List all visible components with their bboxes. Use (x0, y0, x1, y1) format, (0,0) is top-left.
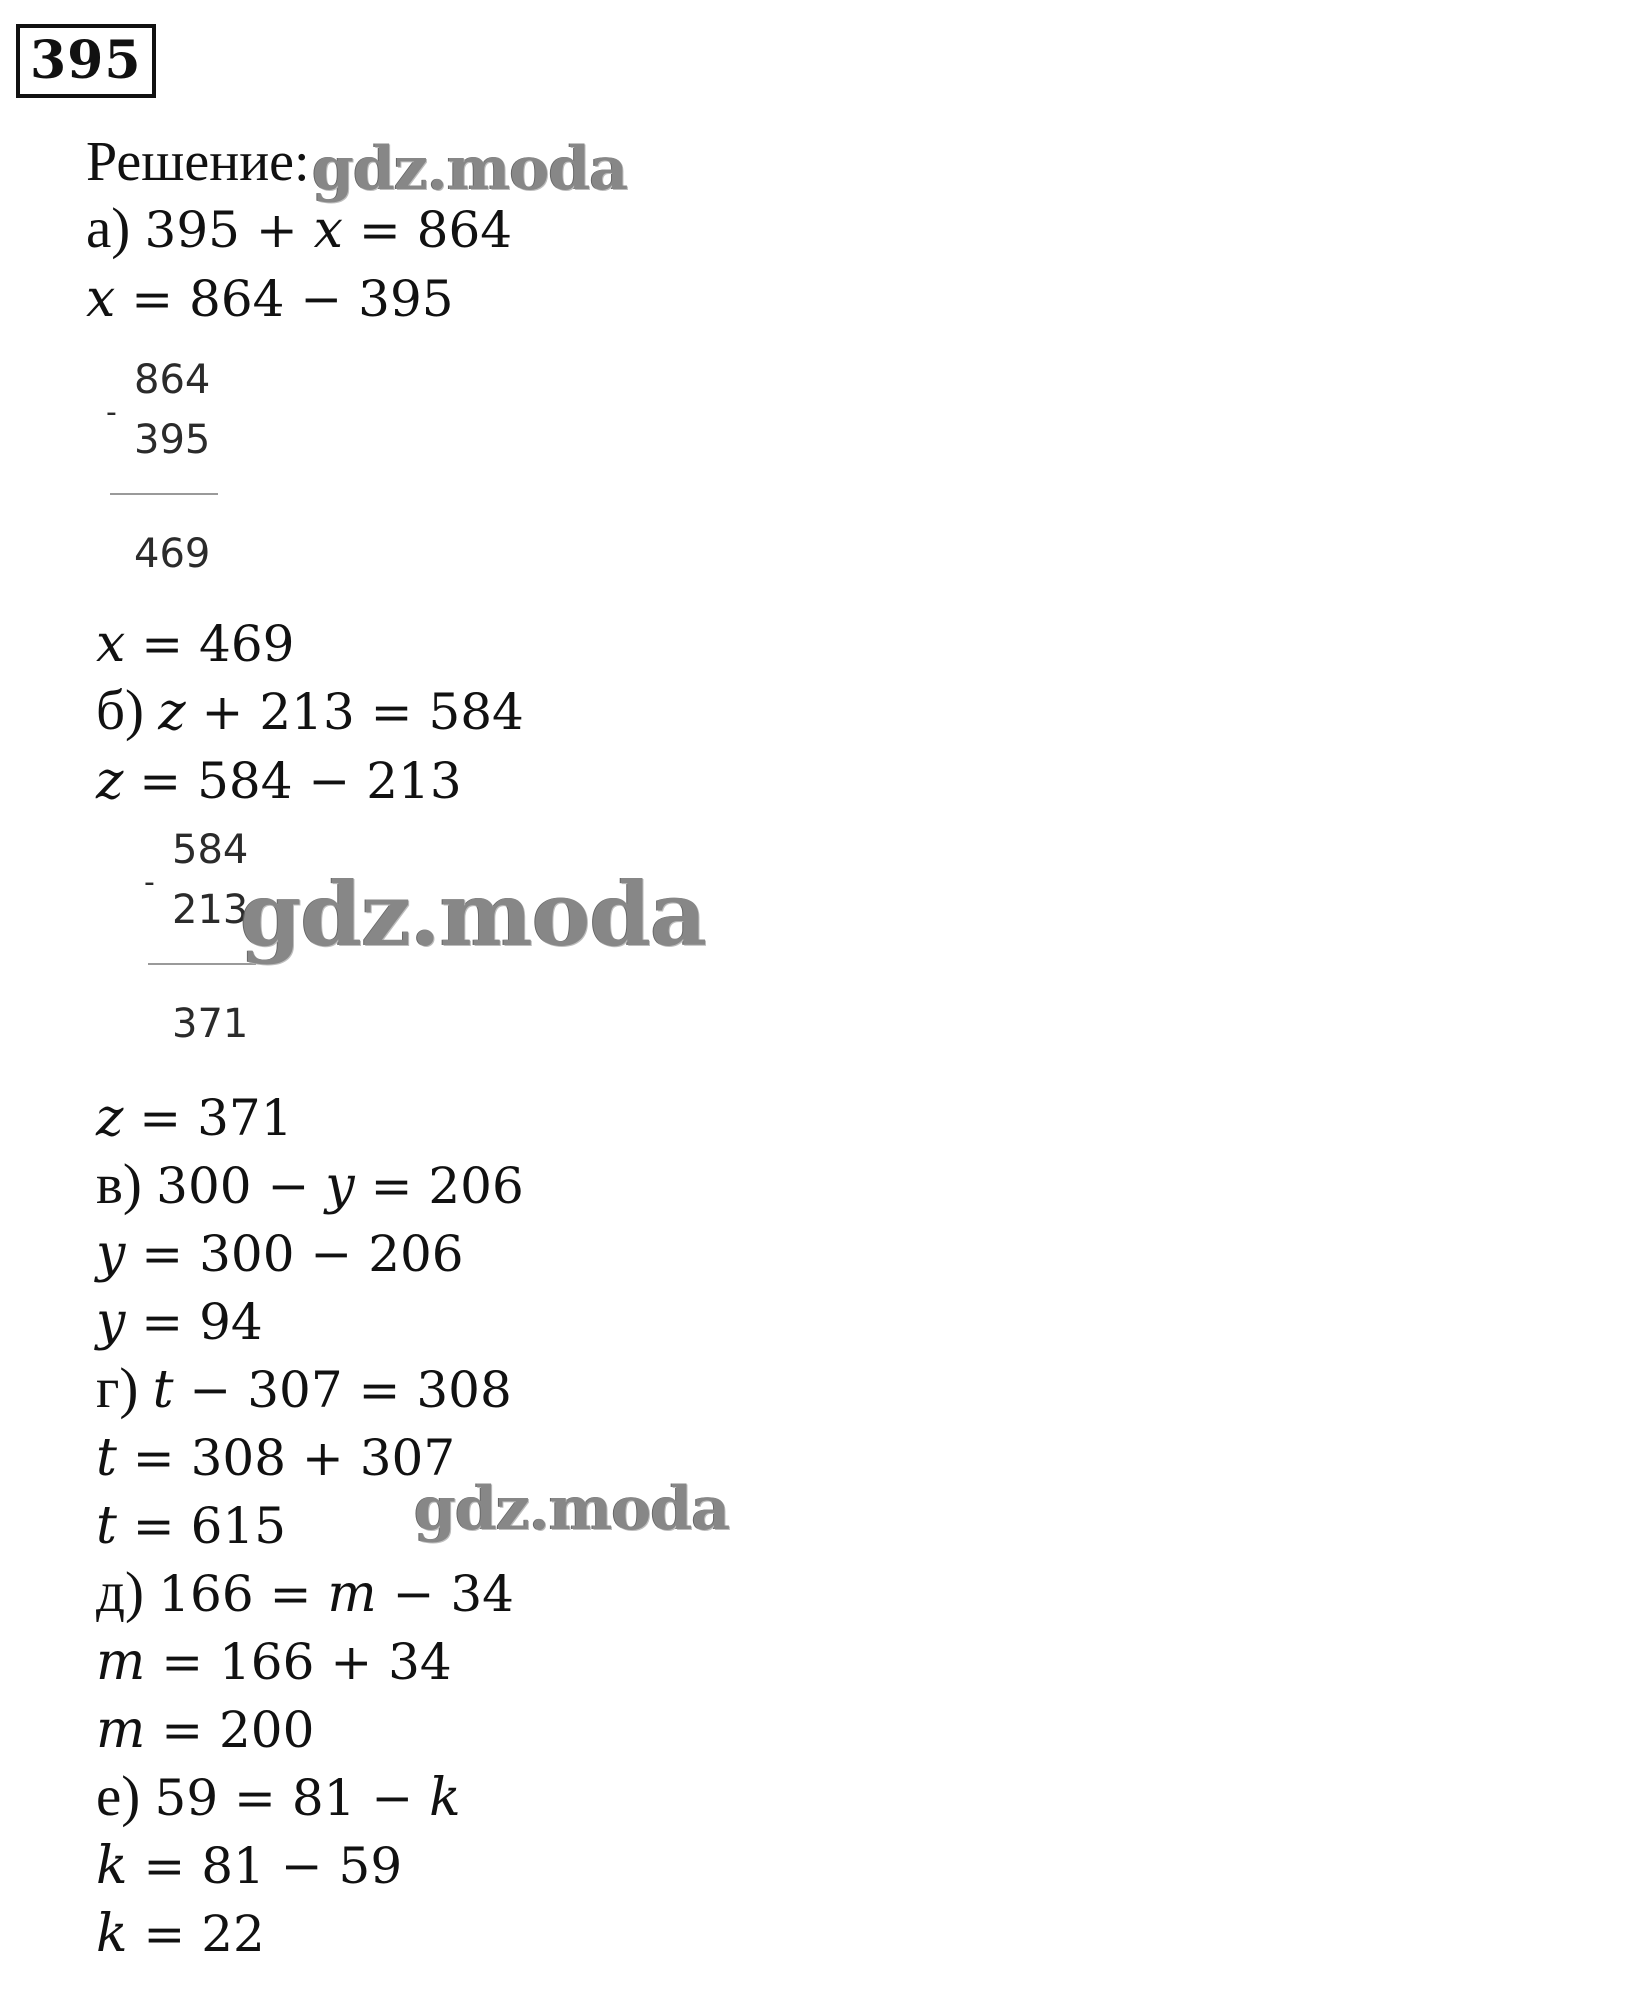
part-b-equation: б) z + 213 = 584 (96, 679, 524, 742)
watermark-top: gdz.moda (312, 134, 628, 204)
part-b-minus-sign: - (144, 865, 155, 900)
part-e-answer: k = 22 (96, 1904, 265, 1964)
part-d-step: m = 166 + 34 (96, 1632, 452, 1692)
part-b-result: 371 (172, 1001, 249, 1047)
part-e-equation: е) 59 = 81 − k (96, 1765, 461, 1828)
part-a-minuend: 864 (134, 357, 211, 403)
part-b-minuend: 584 (172, 827, 249, 873)
part-b-subtrahend: 213 (172, 887, 249, 933)
part-a-result: 469 (134, 531, 211, 577)
part-v-answer: y = 94 (96, 1292, 263, 1352)
part-a-minus-sign: - (106, 395, 117, 430)
part-b-step: z = 584 − 213 (96, 751, 462, 811)
part-a-answer: x = 469 (96, 614, 295, 674)
part-a-column-subtraction (106, 356, 246, 586)
part-g-answer: t = 615 (96, 1496, 287, 1556)
part-e-step: k = 81 − 59 (96, 1836, 403, 1896)
part-a-subtrahend: 395 (134, 417, 211, 463)
part-v-equation: в) 300 − y = 206 (96, 1153, 524, 1216)
part-g-equation: г) t − 307 = 308 (96, 1357, 512, 1420)
watermark-middle: gdz.moda (240, 862, 707, 966)
part-a-step: x = 864 − 395 (86, 269, 454, 329)
part-a-equation: а) 395 + x = 864 (86, 197, 513, 260)
part-v-step: y = 300 − 206 (96, 1224, 464, 1284)
part-g-step: t = 308 + 307 (96, 1428, 456, 1488)
part-d-equation: д) 166 = m − 34 (96, 1561, 514, 1624)
watermark-bottom: gdz.moda (414, 1474, 730, 1544)
part-a-rule (110, 493, 218, 495)
solution-label: Решение: (86, 131, 310, 193)
part-b-answer: z = 371 (96, 1088, 293, 1148)
problem-number: 395 (16, 24, 156, 98)
part-d-answer: m = 200 (96, 1700, 315, 1760)
